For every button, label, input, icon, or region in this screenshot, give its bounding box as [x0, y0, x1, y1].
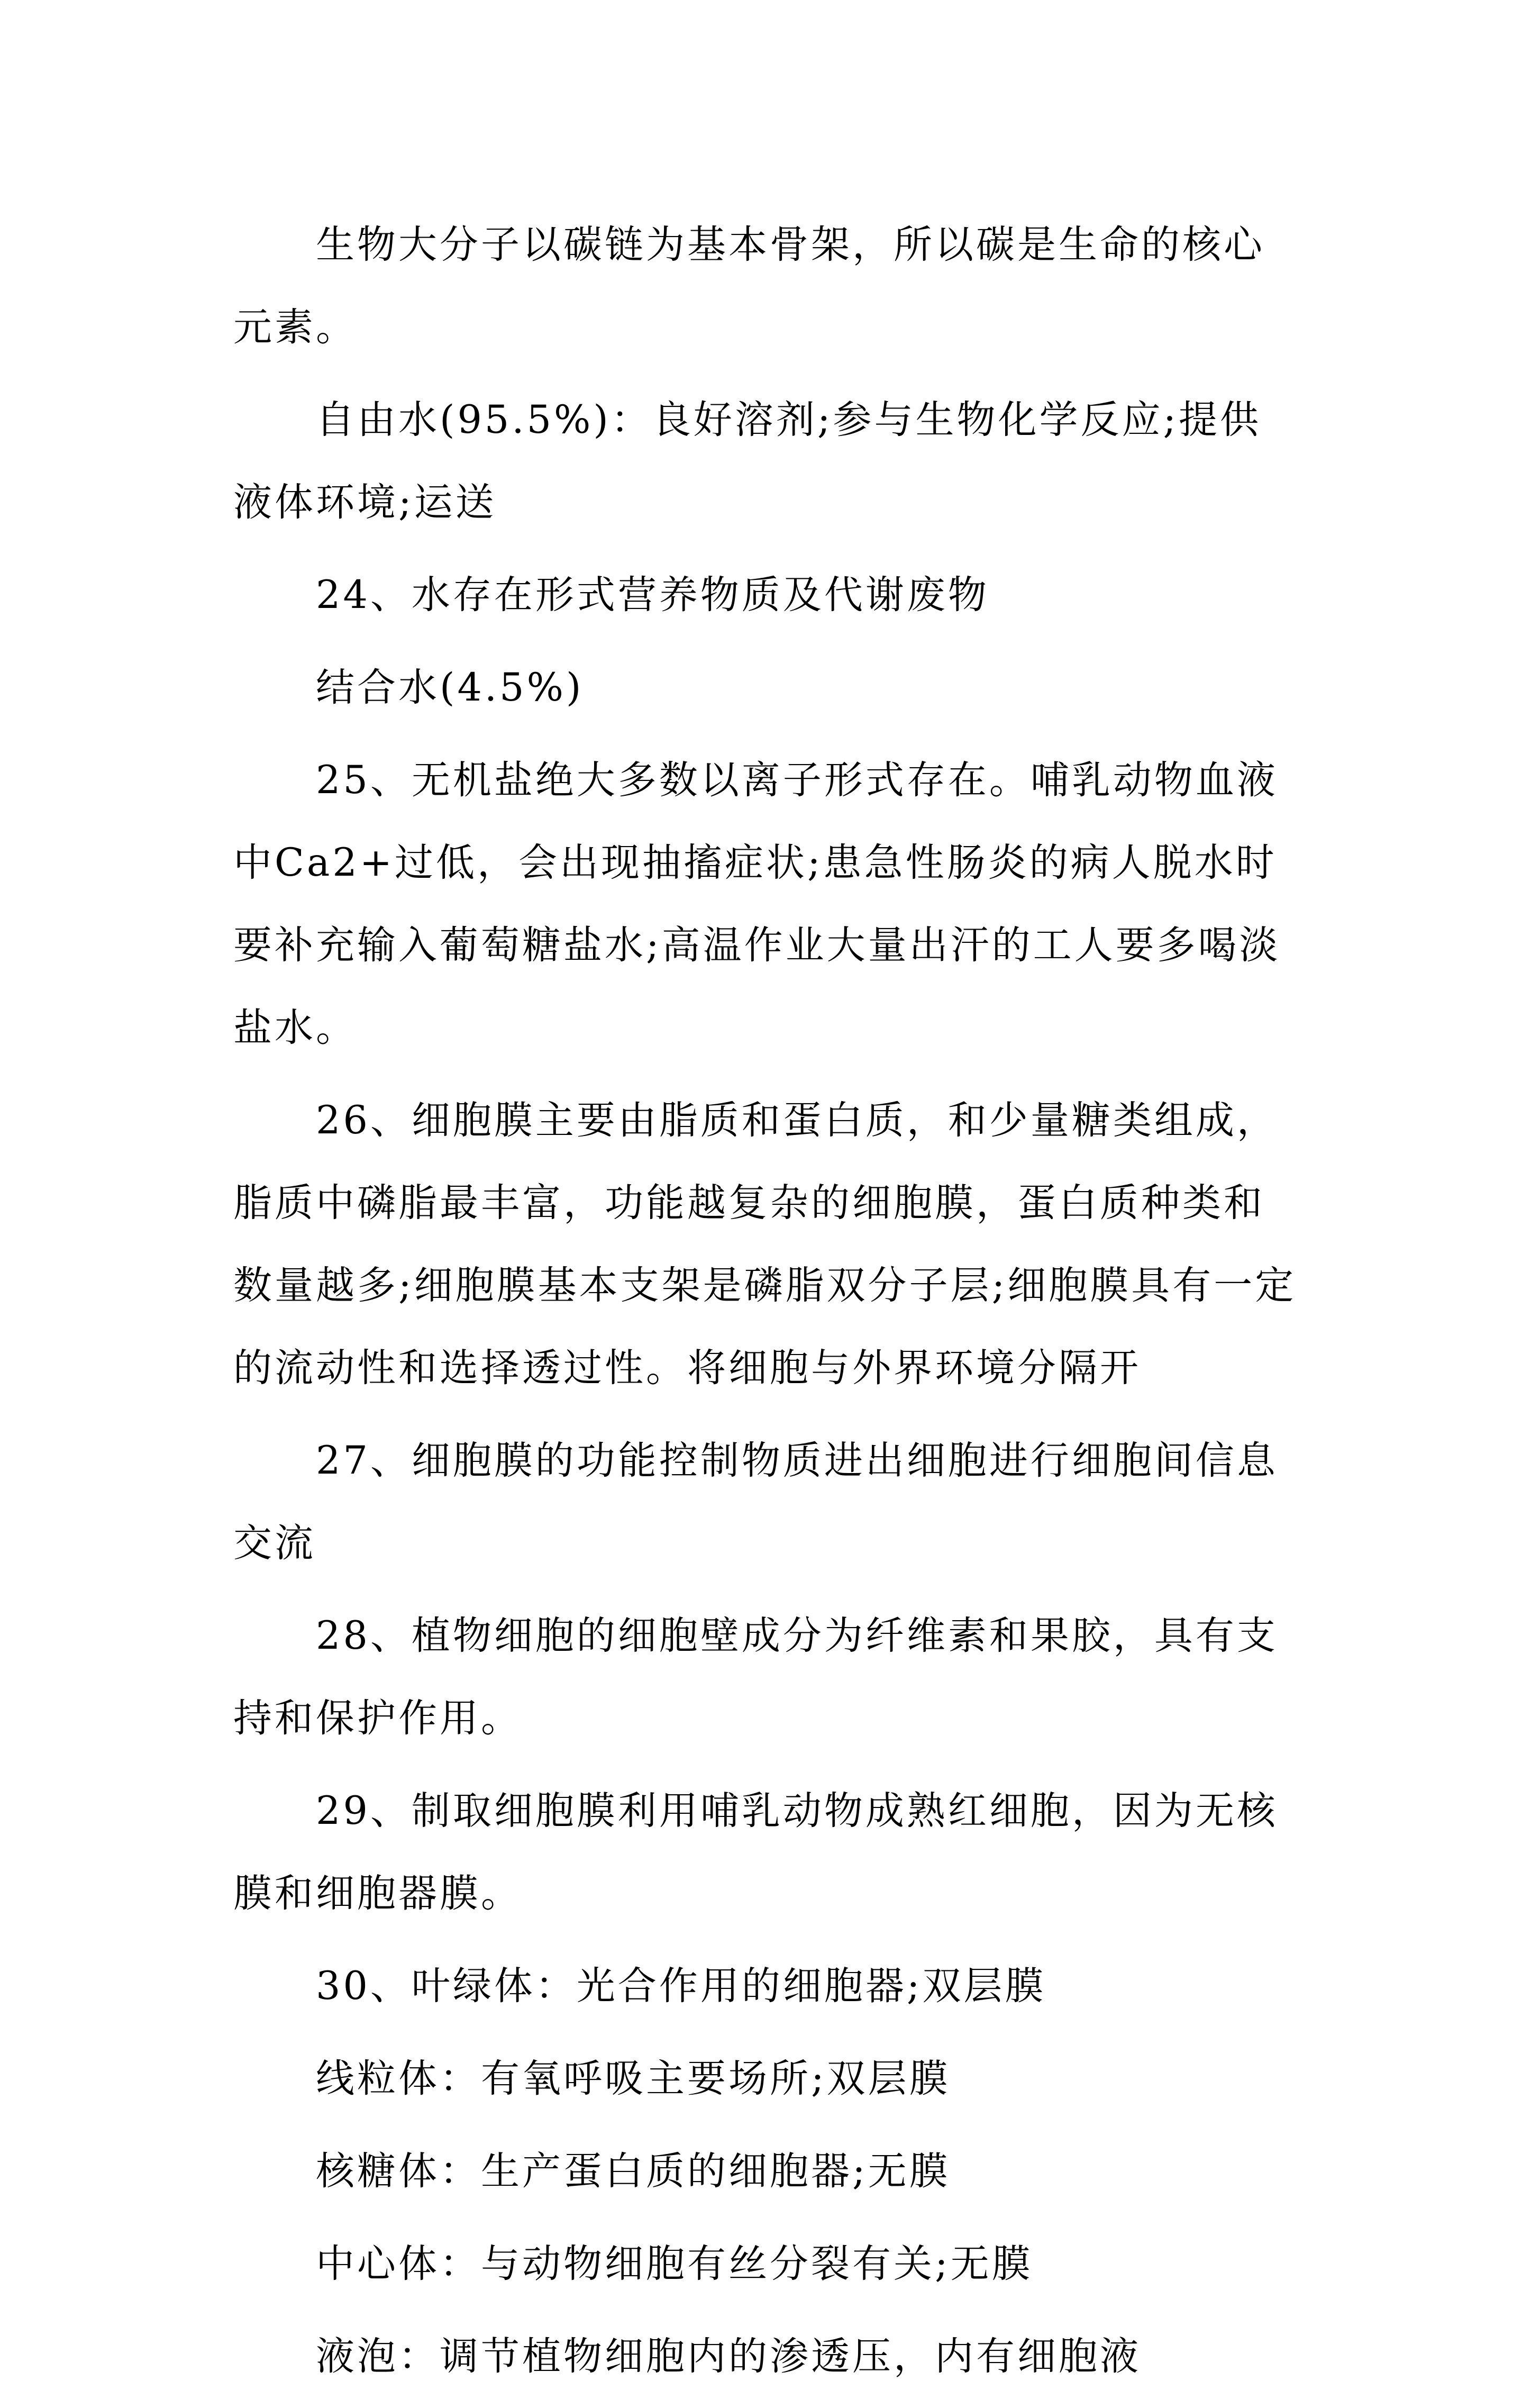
paragraph-26-cell-membrane: 26、细胞膜主要由脂质和蛋白质，和少量糖类组成，脂质中磷脂最丰富，功能越复杂的细胞膜，蛋白质种类和数量越多;细胞膜基本支架是磷脂双分子层;细胞膜具有一定的流动性和选择透过性。将细胞与外界环境分隔开 — [233, 1098, 1297, 1391]
paragraph-27-membrane-function: 27、细胞膜的功能控制物质进出细胞进行细胞间信息交流 — [233, 1438, 1278, 1566]
paragraph-free-water: 自由水(95.5%)：良好溶剂;参与生物化学反应;提供液体环境;运送 — [233, 397, 1262, 525]
paragraph-ribosome: 核糖体：生产蛋白质的细胞器;无膜 — [316, 2149, 951, 2194]
paragraph-28-cell-wall: 28、植物细胞的细胞壁成分为纤维素和果胶，具有支持和保护作用。 — [233, 1613, 1278, 1741]
paragraph-bound-water: 结合水(4.5%) — [316, 665, 584, 710]
paragraph-carbon-skeleton: 生物大分子以碳链为基本骨架，所以碳是生命的核心元素。 — [233, 222, 1265, 350]
paragraph-30-chloroplast: 30、叶绿体：光合作用的细胞器;双层膜 — [316, 1964, 1046, 2009]
paragraph-vacuole: 液泡：调节植物细胞内的渗透压，内有细胞液 — [316, 2334, 1141, 2379]
paragraph-24-water-forms: 24、水存在形式营养物质及代谢废物 — [316, 573, 989, 617]
paragraph-mitochondria: 线粒体：有氧呼吸主要场所;双层膜 — [316, 2056, 951, 2101]
paragraph-29-membrane-preparation: 29、制取细胞膜利用哺乳动物成熟红细胞，因为无核膜和细胞器膜。 — [233, 1788, 1278, 1916]
document-body — [233, 204, 1299, 2408]
paragraph-centrosome: 中心体：与动物细胞有丝分裂有关;无膜 — [316, 2241, 1033, 2286]
paragraph-25-inorganic-salts: 25、无机盐绝大多数以离子形式存在。哺乳动物血液中Ca2+过低，会出现抽搐症状;患急性肠炎的病人脱水时要补充输入葡萄糖盐水;高温作业大量出汗的工人要多喝淡盐水。 — [233, 758, 1281, 1050]
